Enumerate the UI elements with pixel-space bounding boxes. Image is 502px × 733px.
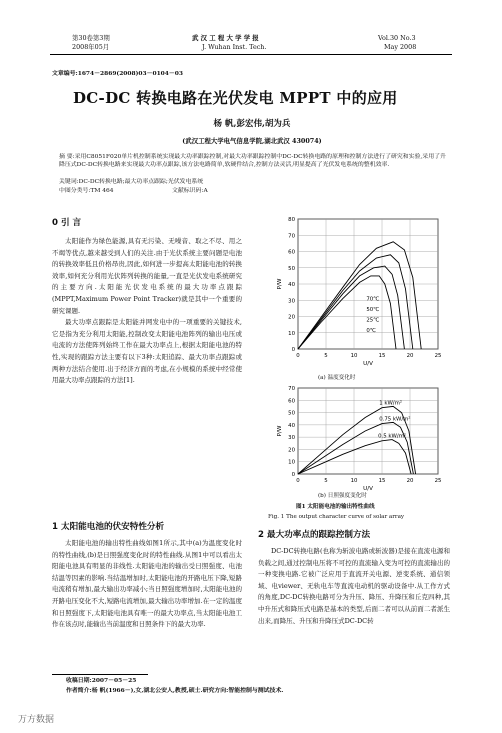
clc-number: 中图分类号:TM 464 [59, 188, 114, 194]
y-tick-label: 70 [288, 386, 295, 392]
affiliation: (武汉工程大学电气信息学院,湖北武汉 430074) [182, 137, 322, 145]
x-tick-label: 20 [406, 478, 414, 484]
x-tick-label: 5 [324, 478, 328, 484]
header-volume-en: Vol.30 No.3 [378, 34, 416, 42]
series-line [298, 266, 404, 349]
chart-irradiance [270, 380, 445, 492]
author-bio: 作者简介:杨 帆(1966－),女,湖北公安人,教授,硕士.研究方向:智能控制与测试技术. [66, 687, 284, 694]
x-axis-label: U/V [363, 486, 373, 492]
x-axis-label: U/V [363, 361, 373, 367]
paragraph: DC-DC转换电路(也称为斩波电路或斩波器)是接在直流电源和负载之间,通过控制电压将不可控的直流输入变为可控的直流输出的一种变换电路.它被广泛应用于直流开关电源、逆变系统、通信领域、电viewer、无轨电车等直流电动机的驱动设备中.从工作方式的角度,DC-DC转换电路可分为升压、降压、升降压和丘克四种,其中升压式和降压式电路是基本的类型,后面二者可以从前面二者派生出来,而降压、升压和升降压式DC-DC转 [258, 547, 450, 625]
header-date-cn: 2008年05月 [72, 43, 110, 51]
article-number: 文章编号:1674－2869(2008)03－0104－03 [52, 70, 183, 77]
chart-temperature [270, 211, 445, 373]
x-tick-label: 5 [324, 353, 328, 359]
x-tick-label: 10 [350, 478, 358, 484]
section-2-body [258, 546, 450, 627]
authors: 杨 帆,彭宏伟,胡为兵 [213, 119, 291, 129]
y-tick-label: 20 [288, 447, 295, 454]
y-tick-label: 0 [291, 347, 295, 353]
series-label: 0.5 kW/m² [378, 433, 407, 440]
figure-caption-en: Fig. 1 The output character curve of solar array [268, 514, 405, 520]
series-label: 25℃ [366, 317, 380, 324]
chart-a-caption: (a) 温度变化时 [318, 375, 356, 381]
section-0-body [52, 236, 242, 387]
x-tick-label: 15 [378, 478, 386, 484]
y-tick-label: 40 [288, 422, 295, 429]
y-tick-label: 70 [288, 233, 295, 240]
series-label: 0℃ [366, 327, 376, 334]
header-journal-cn: 武 汉 工 程 大 学 学 报 [192, 34, 259, 42]
y-tick-label: 40 [288, 282, 295, 288]
y-axis-label: P/W [277, 425, 283, 437]
y-tick-label: 10 [288, 459, 295, 466]
watermark: 万方数据 [18, 715, 55, 725]
abstract: 摘 要:采用C8051F020单片机控制系统实现最大功率跟踪控制,对最大功率跟踪控制中DC-DC转换电路的原理和控制方法进行了研究和实验,采用了升降压式DC-DC转换电路来实现最大功率点跟踪,该方法电路简单,软硬件结合,控制方法灵活,明显提高了光伏发电系统的整机效率. [59, 154, 446, 169]
y-tick-label: 80 [288, 217, 295, 223]
header-journal-en: J. Wuhan Inst. Tech. [202, 43, 267, 51]
y-tick-label: 0 [291, 472, 295, 478]
x-tick-label: 10 [350, 353, 358, 359]
x-tick-label: 25 [434, 478, 442, 484]
header-volume-cn: 第30卷第3期 [72, 34, 110, 42]
series-label: 70℃ [366, 296, 380, 303]
y-tick-label: 60 [288, 249, 295, 256]
y-tick-label: 50 [288, 410, 295, 417]
y-tick-label: 30 [288, 298, 295, 305]
x-tick-label: 20 [406, 353, 414, 359]
y-tick-label: 20 [288, 314, 295, 321]
x-tick-label: 0 [296, 353, 300, 359]
chart-b-caption: (b) 日照强度变化时 [318, 493, 367, 499]
series-label: 50℃ [366, 306, 380, 313]
y-tick-label: 30 [288, 435, 295, 442]
document-code: 文献标识码:A [172, 188, 208, 194]
series-label: 1 kW/m² [379, 400, 403, 407]
series-line [298, 276, 396, 349]
y-tick-label: 50 [288, 265, 295, 272]
header-date-en: May 2008 [384, 43, 417, 51]
section-2-heading: 2 最大功率点的跟踪控制方法 [258, 530, 371, 540]
series-label: 0.75 kW/m² [379, 416, 411, 423]
received-date: 收稿日期:2007－05－25 [66, 677, 137, 684]
y-tick-label: 60 [288, 398, 295, 405]
paper-title: DC-DC 转换电路在光伏发电 MPPT 中的应用 [73, 89, 398, 107]
paragraph: 最大功率点跟踪是太阳能并网发电中的一项重要的关键技术,它是指为充分利用太阳能,控制改变太阳能电池阵列的输出电压或电流的方法使阵列始终工作在最大功率点上,根据太阳能电池的特性,实现的跟踪方法主要有以下3种:太阳追踪、最大功率点跟踪或两种方法结合使用.出于经济方面的考虑,在小规模的系统中经常使用最大功率点跟踪的方法[1]. [52, 318, 242, 385]
header-rule [50, 54, 452, 55]
x-tick-label: 0 [296, 478, 300, 484]
figure-caption-cn: 图1 太阳能电池的输出特性曲线 [296, 504, 375, 510]
section-1-body [52, 538, 242, 631]
paragraph: 太阳能作为绿色能源,具有无污染、无噪音、取之不尽、用之不竭等优点,越来越受到人们的关注.由于光伏系统主要问题是电池的转换效率低且价格昂贵,因此,如何进一步提高太阳能电池的转换效率,如何充分利用光伏阵列转换的能量,一直是光伏发电系统研究的主要方向.太阳能光伏发电系统的最大功率点跟踪(MPPT,Maximum Power Point Tracker)就是其中一个重要的研究课题. [52, 237, 242, 315]
footnote-rule [52, 674, 148, 675]
series-line [298, 440, 411, 474]
paragraph: 太阳能电池的输出特性曲线如图1所示,其中(a)为温度变化时的特性曲线,(b)是日照强度变化时的特性曲线.从图1中可以看出太阳能电池具有明显的非线性.太阳能电池的输出受日照强度、电池结温等因素的影响.当结温增加时,太阳能电池的开路电压下降,短路电流稍有增加,最大输出功率减小;当日照强度增加时,太阳能电池的开路电压变化不大,短路电流增加,最大输出功率增加.在一定的温度和日照强度下,太阳能电池具有唯一的最大功率点,当太阳能电池工作在该点时,能输出当前温度和日照条件下的最大功率. [52, 539, 242, 629]
y-axis-label: P/W [277, 278, 283, 290]
x-tick-label: 25 [434, 353, 442, 359]
series-line [298, 255, 413, 349]
section-1-heading: 1 太阳能电池的伏安特性分析 [52, 522, 165, 532]
x-tick-label: 15 [378, 353, 386, 359]
plot-frame [298, 388, 438, 474]
section-0-heading: 0 引 言 [52, 218, 82, 228]
y-tick-label: 10 [288, 330, 295, 337]
keywords: 关键词:DC-DC转换电路;最大功率点跟踪;光伏发电系统 [59, 179, 204, 185]
